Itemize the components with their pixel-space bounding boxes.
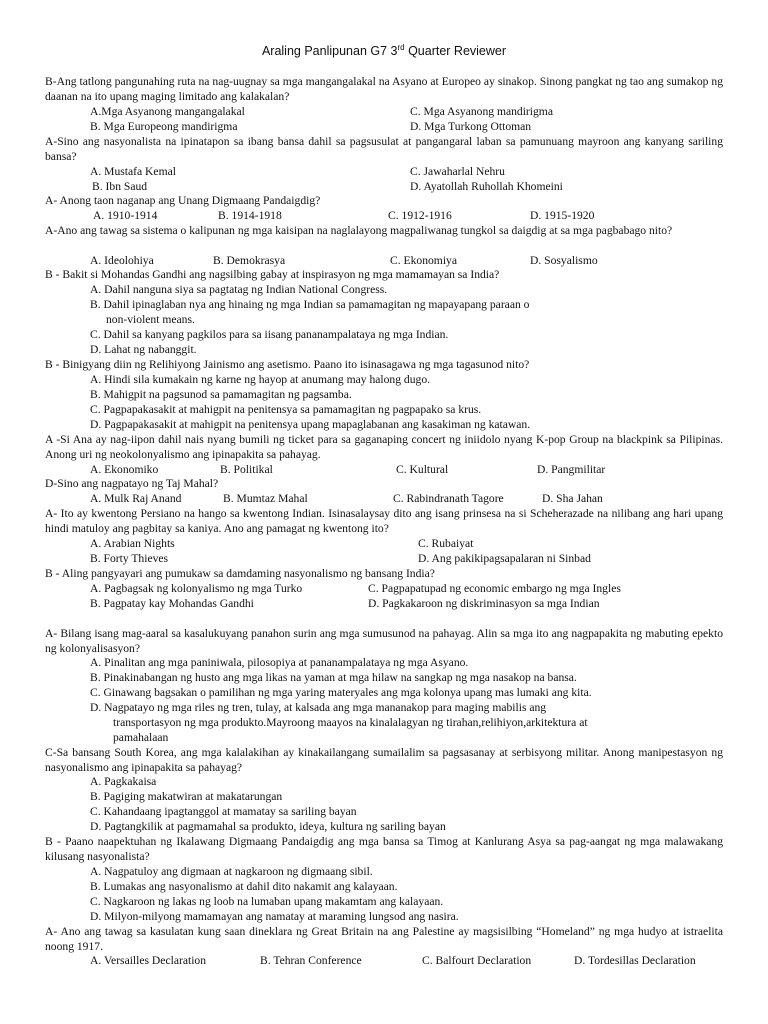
question-12-text: C-Sa bansang South Korea, ang mga kalalakihan ay kinakailangang sumailalim sa pagsasanay at serbisyong militar. Anong manipestasyon ng nasyonalismo ang ipinapakita sa pahayag? xyxy=(45,746,723,774)
option: D. Sosyalismo xyxy=(530,254,598,267)
question-14-text: A- Ano ang tawag sa kasulatan kung saan dineklara ng Great Britain na ang Palestine ay magsisilbing “Homeland” ng mga hudyo at istraelita noong 1917. xyxy=(45,925,723,953)
option: D. Pangmilitar xyxy=(537,463,606,476)
option: A. 1910-1914 xyxy=(93,209,158,222)
option: D. Lahat ng nabanggit. xyxy=(90,343,197,356)
option: C. Kahandaang ipagtanggol at mamatay sa sariling bayan xyxy=(90,805,357,818)
option: A. Dahil nanguna siya sa pagtatag ng Indian National Congress. xyxy=(90,283,388,296)
option: C. Mga Asyanong mandirigma xyxy=(410,105,553,118)
option: B. Mumtaz Mahal xyxy=(223,492,308,505)
option: D. Ayatollah Ruhollah Khomeini xyxy=(410,180,563,193)
option: C. Jawaharlal Nehru xyxy=(410,165,505,178)
option: D. Nagpatayo ng mga riles ng tren, tulay, at kalsada ang mga mananakop para maging mabilis ang xyxy=(90,701,547,714)
option: B. Lumakas ang nasyonalismo at dahil dito nakamit ang kalayaan. xyxy=(90,880,398,893)
option: A. Mulk Raj Anand xyxy=(90,492,182,505)
option: D. Pagpapakasakit at mahigpit na penitensya upang mapaglabanan ang kasakiman ng katawan. xyxy=(90,418,531,431)
option: A. Hindi sila kumakain ng karne ng hayop at anumang may halong dugo. xyxy=(90,373,431,386)
option: B. Pagiging makatwiran at makatarungan xyxy=(90,790,283,803)
option: C. Nagkaroon ng lakas ng loob na lumaban upang makamtam ang kalayaan. xyxy=(90,895,444,908)
option: A. Pagkakaisa xyxy=(90,775,157,788)
option: A. Versailles Declaration xyxy=(90,954,207,967)
question-7-text: A -Si Ana ay nag-iipon dahil nais nyang bumili ng ticket para sa gaganaping concert ng iniidolo nyang K-pop Group na blackpink sa Pilipinas. Anong uri ng neokolonyalismo ang ipinapakita sa pahayag. xyxy=(45,433,723,461)
option: B. Demokrasya xyxy=(213,254,286,267)
option: pamahalaan xyxy=(113,731,169,744)
option: B. Dahil ipinaglaban nya ang hinaing ng mga Indian sa pamamagitan ng mapayapang paraan o xyxy=(90,298,530,311)
option: B. Ibn Saud xyxy=(92,180,148,193)
option: D. Pagtangkilik at pagmamahal sa produkto, ideya, kultura ng sariling bayan xyxy=(90,820,446,833)
option: C. Ekonomiya xyxy=(390,254,457,267)
option: D. Sha Jahan xyxy=(542,492,603,505)
question-1-text: B-Ang tatlong pangunahing ruta na nag-uugnay sa mga mangangalakal na Asyano at Europeo ay sinakop. Sinong pangkat ng tao ang sumakop ng daanan na ito upang maging limitado ang kalakalan? xyxy=(45,75,723,103)
option: B. 1914-1918 xyxy=(218,209,282,222)
option: A.Mga Asyanong mangangalakal xyxy=(90,105,245,118)
question-6-text: B - Binigyang diin ng Relihiyong Jainismo ang asetismo. Paano ito isinasagawa ng mga tagasunod nito? xyxy=(45,358,530,371)
question-9-text: A- Ito ay kwentong Persiano na hango sa kwentong Indian. Isinasalaysay dito ang isang prinsesa na si Scheherazade na nilibang ang hari upang hindi matuloy ang pagbitay sa kaniya. Ano ang pamagat ng kwentong ito? xyxy=(45,507,723,535)
option: A. Mustafa Kemal xyxy=(90,165,176,178)
option: B. Pinakinabangan ng husto ang mga likas na yaman at mga hilaw na sangkap ng mga nasakop na bansa. xyxy=(90,671,577,684)
option: D. Mga Turkong Ottoman xyxy=(410,120,532,133)
option: B. Mga Europeong mandirigma xyxy=(90,120,238,133)
option: A. Nagpatuloy ang digmaan at nagkaroon ng digmaang sibil. xyxy=(90,865,373,878)
option: C. Pagpapatupad ng economic embargo ng mga Ingles xyxy=(368,582,621,595)
option: A. Ideolohiya xyxy=(90,254,154,267)
option: C. Dahil sa kanyang pagkilos para sa iisang pananampalataya ng mga Indian. xyxy=(90,328,449,341)
option: C. Rabindranath Tagore xyxy=(393,492,504,505)
question-8-text: D-Sino ang nagpatayo ng Taj Mahal? xyxy=(45,477,219,490)
option: transportasyon ng mga produkto.Mayroong maayos na kinalalagyan ng tirahan,relihiyon,arkitektura at xyxy=(113,716,588,729)
option: B. Forty Thieves xyxy=(90,552,169,565)
question-2-text: A-Sino ang nasyonalista na ipinatapon sa ibang bansa dahil sa pagsusulat at pangangaral laban sa pamunuang mayroon ang kanyang sariling bansa? xyxy=(45,135,723,163)
option: D. Tordesillas Declaration xyxy=(574,954,696,967)
option: D. Ang pakikipagsapalaran ni Sinbad xyxy=(418,552,591,565)
question-10-text: B - Aling pangyayari ang pumukaw sa damdaming nasyonalismo ng bansang India? xyxy=(45,567,435,580)
option: C. Rubaiyat xyxy=(418,537,474,550)
option: D. 1915-1920 xyxy=(530,209,595,222)
option: B. Tehran Conference xyxy=(260,954,362,967)
option: D. Milyon-milyong mamamayan ang namatay at maraming lungsod ang nasira. xyxy=(90,910,459,923)
question-3-text: A- Anong taon naganap ang Unang Digmaang Pandaigdig? xyxy=(45,194,321,207)
question-5-text: B - Bakit si Mohandas Gandhi ang nagsilbing gabay at inspirasyon ng mga mamamayan sa India? xyxy=(45,268,500,281)
question-4-text: A-Ano ang tawag sa sistema o kalipunan ng mga kaisipan na naglalayong magpaliwanag tungkol sa daigdig at sa mga pagbabago nito? xyxy=(45,224,673,237)
option: D. Pagkakaroon ng diskriminasyon sa mga Indian xyxy=(368,597,600,610)
option: A. Pagbagsak ng kolonyalismo ng mga Turko xyxy=(90,582,303,595)
question-13-text: B - Paano naapektuhan ng Ikalawang Digmaang Pandaigdig ang mga bansa sa Timog at Kanlurang Asya sa pag-aangat ng mga malawakang kilusang nasyonalista? xyxy=(45,835,723,863)
question-11-text: A- Bilang isang mag-aaral sa kasalukuyang panahon surin ang mga sumusunod na pahayag. Alin sa mga ito ang nagpapakita ng mabuting epekto ng kolonyalisasyon? xyxy=(45,627,723,655)
option: A. Ekonomiko xyxy=(90,463,159,476)
option: C. Pagpapakasakit at mahigpit na penitensya sa pamamagitan ng pagpapako sa krus. xyxy=(90,403,482,416)
option: B. Politikal xyxy=(220,463,273,476)
option: B. Pagpatay kay Mohandas Gandhi xyxy=(90,597,254,610)
option: non-violent means. xyxy=(106,313,195,326)
option: B. Mahigpit na pagsunod sa pamamagitan ng pagsamba. xyxy=(90,388,352,401)
option: C. Ginawang bagsakan o pamilihan ng mga yaring materyales ang mga kolonya upang mas lumaki ang kita. xyxy=(90,686,592,699)
option: C. Balfourt Declaration xyxy=(422,954,532,967)
option: C. Kultural xyxy=(396,463,449,476)
option: A. Pinalitan ang mga paniniwala, pilosopiya at pananampalataya ng mga Asyano. xyxy=(90,656,469,669)
page-title: Araling Panlipunan G7 3rd Quarter Reviewer xyxy=(261,43,507,59)
option: A. Arabian Nights xyxy=(90,537,175,550)
option: C. 1912-1916 xyxy=(388,209,452,222)
